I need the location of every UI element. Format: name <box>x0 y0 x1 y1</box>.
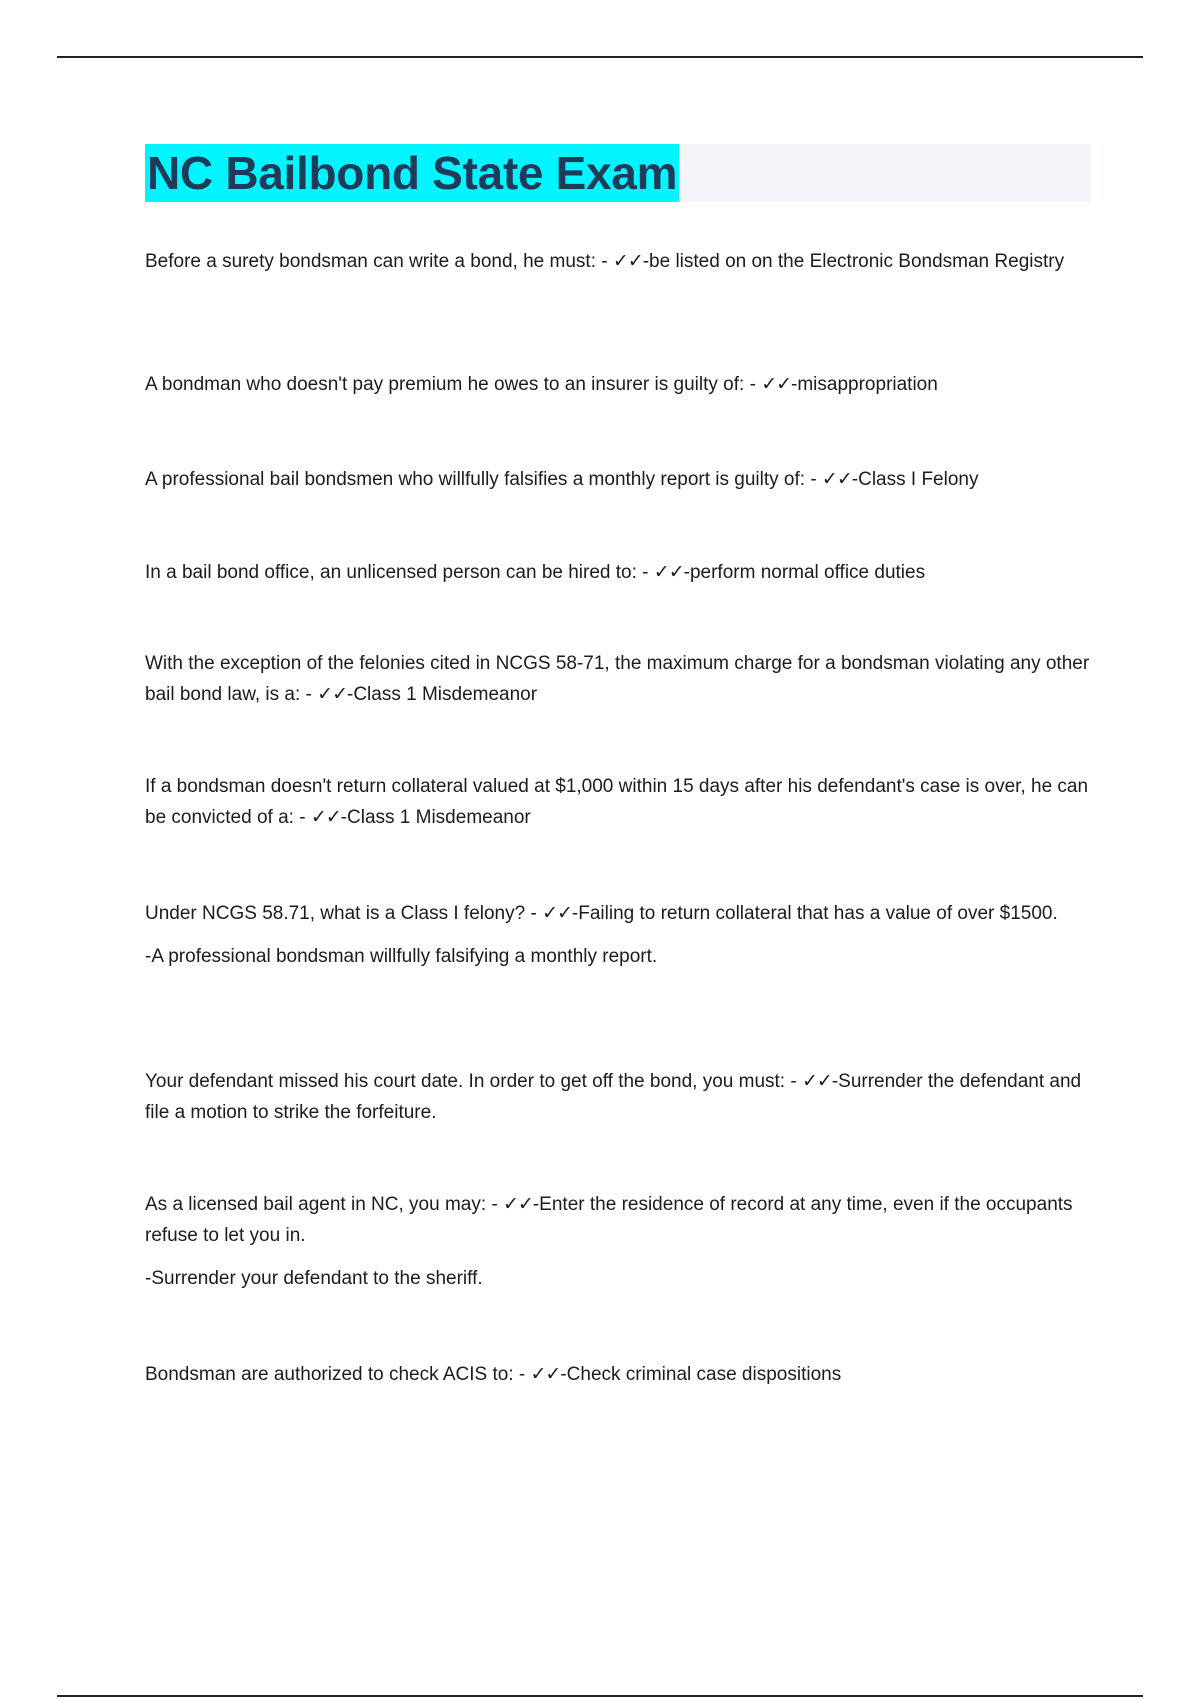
qa-item <box>145 648 1095 710</box>
qa-item <box>145 1066 1095 1128</box>
qa-item <box>145 464 1095 495</box>
answer-text: -Class 1 Misdemeanor <box>347 684 538 705</box>
qa-text <box>145 1189 1095 1251</box>
answer-text: -Class I Felony <box>851 469 979 490</box>
question-text: A professional bail bondsmen who willfully falsifies a monthly report is guilty of: - <box>145 469 822 490</box>
answer-text: -Failing to return collateral that has a value of over $1500. <box>571 903 1058 924</box>
answer-text: -misappropriation <box>791 374 938 395</box>
qa-text <box>145 246 1095 277</box>
question-text: Your defendant missed his court date. In order to get off the bond, you must: - <box>145 1071 802 1092</box>
qa-text <box>145 369 1095 400</box>
check-icon: ✓✓ <box>530 1363 561 1385</box>
qa-text <box>145 1359 1095 1390</box>
check-icon: ✓✓ <box>612 250 643 272</box>
check-icon: ✓✓ <box>310 806 341 828</box>
answer-text: -be listed on on the Electronic Bondsman Registry <box>642 251 1065 272</box>
qa-text <box>145 1066 1095 1128</box>
answer-text: -perform normal office duties <box>683 562 926 583</box>
bottom-rule <box>57 1695 1143 1697</box>
check-icon: ✓✓ <box>542 902 572 924</box>
question-text: Under NCGS 58.71, what is a Class I felony? - <box>145 903 543 924</box>
qa-item <box>145 1189 1095 1294</box>
qa-text <box>145 648 1095 710</box>
answer-extra-text: -A professional bondsman willfully falsifying a monthly report. <box>145 946 658 967</box>
check-icon: ✓✓ <box>503 1193 533 1215</box>
qa-item <box>145 771 1095 833</box>
question-text: With the exception of the felonies cited in NCGS 58-71, the maximum charge for a bondsman violating any other bail bond law, is a: - <box>145 653 1090 705</box>
question-text: Before a surety bondsman can write a bond, he must: - <box>145 251 613 272</box>
qa-item <box>145 1359 1095 1390</box>
qa-item <box>145 898 1095 972</box>
check-icon: ✓✓ <box>821 468 852 490</box>
qa-item <box>145 557 1095 588</box>
qa-text <box>145 898 1095 929</box>
question-text: In a bail bond office, an unlicensed person can be hired to: - <box>145 562 654 583</box>
question-text: If a bondsman doesn't return collateral valued at $1,000 within 15 days after his defendant's case is over, he can be convicted of a: - <box>145 776 1089 828</box>
qa-item <box>145 246 1095 277</box>
question-text: Bondsman are authorized to check ACIS to: - <box>145 1364 531 1385</box>
qa-text <box>145 464 1095 495</box>
check-icon: ✓✓ <box>761 373 792 395</box>
qa-item <box>145 369 1095 400</box>
question-text: A bondman who doesn't pay premium he owes to an insurer is guilty of: - <box>145 374 762 395</box>
check-icon: ✓✓ <box>801 1070 832 1092</box>
answer-text: -Surrender the defendant and file a motion to strike the forfeiture. <box>145 1071 1082 1123</box>
qa-text <box>145 557 1095 588</box>
answer-extra-text: -Surrender your defendant to the sheriff. <box>145 1268 483 1289</box>
qa-text <box>145 771 1095 833</box>
answer-text: -Enter the residence of record at any time, even if the occupants refuse to let you in. <box>145 1194 1073 1246</box>
question-text: As a licensed bail agent in NC, you may: - <box>145 1194 504 1215</box>
answer-text: -Class 1 Misdemeanor <box>340 807 531 828</box>
check-icon: ✓✓ <box>317 683 347 705</box>
answer-text: -Check criminal case dispositions <box>560 1364 842 1385</box>
top-rule <box>57 56 1143 58</box>
document-title: NC Bailbond State Exam <box>145 144 679 202</box>
check-icon: ✓✓ <box>653 561 684 583</box>
